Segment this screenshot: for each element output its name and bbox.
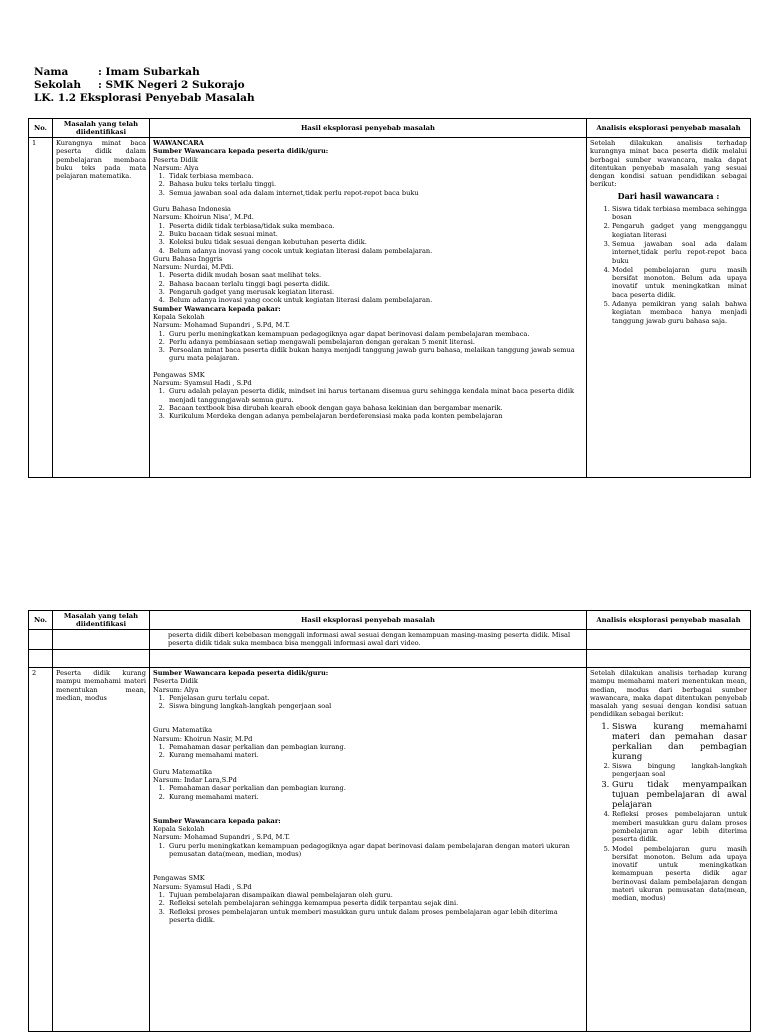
- respondent-title: Kepala Sekolah: [153, 825, 205, 834]
- col-header-no: No.: [29, 119, 53, 138]
- respondent-name: Narsum: Mohamad Supandri , S.Pd, M.T.: [153, 321, 290, 330]
- list-item: 2. Siswa bingung langkah-langkah pengerjaan soal: [167, 702, 583, 710]
- list-item: 2. Bacaan textbook bisa dirubah kearah ebook dengan gaya bahasa kekinian dan bergambar menarik.: [167, 404, 583, 412]
- table-row: [29, 668, 751, 1032]
- respondent-title: Peserta Didik: [153, 677, 198, 686]
- problem-cell: Peserta didik kurang mampu memahami materi menentukan mean, median, modus: [53, 668, 150, 1032]
- respondent-name: Narsum: Khoirun Nasir, M.Pd: [153, 734, 253, 743]
- list-item: 5. Adanya pemikiran yang salah bahwa kegiatan membaca hanya menjadi tanggung jawab guru bahasa saja.: [612, 300, 747, 325]
- list-item: 1. Peserta didik mudah bosan saat melihat teks.: [167, 271, 583, 279]
- list-item: 1. Guru perlu meningkatkan kemampuan pedagogiknya agar dapat berinovasi dalam pembelajaran dengan materi ukuran pemusatan data(mean, median, modus): [167, 842, 583, 859]
- col-header-hasil: Hasil eksplorasi penyebab masalah: [150, 611, 587, 630]
- source-heading: Sumber Wawancara kepada pakar:: [153, 816, 281, 825]
- list-item: 1. Guru perlu meningkatkan kemampuan pedagogiknya agar dapat berinovasi dalam pembelajaran membaca.: [167, 330, 583, 338]
- finding-list: [153, 694, 583, 711]
- continuation-cell: [150, 630, 587, 650]
- finding-list: [153, 387, 583, 420]
- col-header-no: No.: [29, 611, 53, 630]
- list-item: 2. Perlu adanya pembiasaan setiap mengawali pembelajaran dengan gerakan 5 menit literasi.: [167, 338, 583, 346]
- school-label: Sekolah: [34, 79, 81, 91]
- analysis-cell: [587, 668, 751, 1032]
- finding-list: [153, 271, 583, 304]
- exploration-table: [28, 118, 751, 478]
- finding-list: [153, 743, 583, 760]
- respondent-name: Narsum: Mohamad Supandri , S.Pd, M.T.: [153, 833, 290, 842]
- respondent-name: Narsum: Syamsul Hadi , S.Pd: [153, 882, 252, 891]
- respondent-name: Narsum: Alya: [153, 163, 199, 172]
- analysis-cell: [587, 138, 751, 478]
- respondent-title: Guru Bahasa Indonesia: [153, 205, 231, 214]
- row-number: 2: [29, 668, 53, 1032]
- respondent-title: Peserta Didik: [153, 155, 198, 164]
- analysis-subheading: Dari hasil wawancara :: [617, 190, 720, 201]
- respondent-name: Narsum: Khoirun Nisa', M.Pd.: [153, 213, 254, 222]
- list-item: 3. Persoalan minat baca peserta didik bukan hanya menjadi tanggung jawab guru bahasa, melaikan tanggung jawab semua guru mata pelajaran.: [167, 346, 583, 363]
- respondent-title: Guru Matematika: [153, 726, 213, 735]
- table-row: [29, 138, 751, 478]
- list-item: 2. Bahasa buku teks terlalu tinggi.: [167, 180, 583, 188]
- analysis-intro: Setelah dilakukan analisis terhadap kurangnya minat baca peserta didik melalui berbagai sumber wawancara, maka dapat ditentukan penyebab masalah yang sesuai dengan kondisi satuan pendidikan sebagai berikut:: [590, 139, 747, 189]
- respondent-name: Narsum: Syamsul Hadi , S.Pd: [153, 379, 252, 388]
- list-item: 2. Kurang memahami materi.: [167, 793, 583, 801]
- respondent-name: Narsum: Alya: [153, 685, 199, 694]
- exploration-table: [28, 610, 751, 1032]
- respondent-title: Guru Bahasa Inggris: [153, 254, 223, 263]
- source-heading: Sumber Wawancara kepada peserta didik/guru:: [153, 669, 329, 677]
- section-heading: WAWANCARA: [153, 139, 204, 147]
- list-item: 1. Guru adalah pelayan peserta didik, mindset ini harus tertanam disemua guru sehingga kendala minat baca peserta didik menjadi tanggungjawab semua guru.: [167, 387, 583, 404]
- list-item: 3. Kurikulum Merdeka dengan adanya pembelajaran berdeferensiasi maka pada konten pembelajaran: [167, 412, 583, 420]
- row-number: 1: [29, 138, 53, 478]
- list-item: 1. Penjelasan guru terlalu cepat.: [167, 694, 583, 702]
- name-value: : Imam Subarkah: [98, 66, 200, 78]
- continuation-text: peserta didik diberi kebebasan menggali informasi awal sesuai dengan kemampuan masing-masing peserta didik. Misal peserta didik tidak suka membaca bisa menggali informasi awal dari video.: [168, 631, 571, 648]
- finding-list: [153, 842, 583, 859]
- list-item: 4. Refleksi proses pembelajaran untuk memberi masukkan guru dalam proses pembelajaran agar lebih diterima peserta didik.: [612, 810, 747, 843]
- respondent-title: Pengawas SMK: [153, 874, 205, 883]
- respondent-title: Kepala Sekolah: [153, 312, 205, 321]
- problem-cell: Kurangnya minat baca peserta didik dalam pembelajaran membaca buku teks pada mata pelajaran matematika.: [53, 138, 150, 478]
- source-heading: Sumber Wawancara kepada peserta didik/guru:: [153, 147, 329, 156]
- table-row: [29, 650, 751, 668]
- list-item: 4. Belum adanya inovasi yang cocok untuk kegiatan literasi dalam pembelajaran.: [167, 247, 583, 255]
- list-item: 2. Buku bacaan tidak sesuai minat.: [167, 230, 583, 238]
- analysis-list: [590, 205, 747, 325]
- list-item: 1. Siswa kurang memahami materi dan pemahan dasar perkalian dan pembagian kurang: [612, 721, 747, 761]
- list-item: 1. Tidak terbiasa membaca.: [167, 172, 583, 180]
- list-item: 1. Tujuan pembelajaran disampaikan diawal pembelajaran oleh guru.: [167, 891, 583, 899]
- list-item: 3. Semua jawaban soal ada dalam internet,tidak perlu repot-repot baca buku: [167, 189, 583, 197]
- table-header-row: [29, 611, 751, 630]
- list-item: 3. Semua jawaban soal ada dalam internet,tidak perlu repot-repot baca buku: [612, 240, 747, 265]
- table-header-row: [29, 119, 751, 138]
- col-header-masalah: Masalah yang telah diidentifikasi: [53, 611, 150, 630]
- finding-list: [153, 330, 583, 363]
- respondent-title: Guru Matematika: [153, 767, 213, 776]
- document-page-1: [0, 0, 768, 500]
- list-item: 2. Kurang memahami materi.: [167, 751, 583, 759]
- list-item: 1. Pemahaman dasar perkalian dan pembagian kurang.: [167, 784, 583, 792]
- list-item: 2. Bahasa bacaan terlalu tinggi bagi peserta didik.: [167, 280, 583, 288]
- document-header: [34, 66, 255, 105]
- col-header-analisis: Analisis eksplorasi penyebab masalah: [587, 611, 751, 630]
- analysis-list: [590, 721, 747, 903]
- list-item: 4. Belum adanya inovasi yang cocok untuk kegiatan literasi dalam pembelajaran.: [167, 296, 583, 304]
- list-item: 2. Pengaruh gadget yang mengganggu kegiatan literasi: [612, 222, 747, 239]
- finding-list: [153, 784, 583, 801]
- table-row: [29, 630, 751, 650]
- document-page-2: [0, 560, 768, 1024]
- finding-list: [153, 172, 583, 197]
- analysis-intro: Setelah dilakukan analisis terhadap kurang mampu memahami materi menentukan mean, median, modus dari berbagai sumber wawancara, maka dapat ditentukan penyebab masalah yang sesuai dengan kondisi satuan pendidikan sebagai berikut:: [590, 669, 747, 719]
- respondent-name: Narsum: Indar Lara,S.Pd: [153, 775, 237, 784]
- finding-list: [153, 891, 583, 924]
- list-item: 4. Model pembelajaran guru masih bersifat monoton. Belum ada upaya inovatif untuk meningkatkan minat baca peserta didik.: [612, 266, 747, 299]
- list-item: 1. Peserta didik tidak terbiasa/tidak suka membaca.: [167, 222, 583, 230]
- list-item: 5. Model pembelajaran guru masih bersifat monoton. Belum ada upaya inovatif untuk meningkatkan kemampuan peserta didik agar berinovasi dalam pembelajaran dengan materi ukuran pemusatan data(mean, median, modus): [612, 845, 747, 903]
- list-item: 2. Refleksi setelah pembelajaran sehingga kemampua peserta didik terpantau sejak dini.: [167, 899, 583, 907]
- list-item: 3. Refleksi proses pembelajaran untuk memberi masukkan guru untuk dalam proses pembelajaran agar lebih diterima peserta didik.: [167, 908, 583, 925]
- finding-list: [153, 222, 583, 255]
- col-header-analisis: Analisis eksplorasi penyebab masalah: [587, 119, 751, 138]
- results-cell: [150, 138, 587, 478]
- col-header-masalah: Masalah yang telah diidentifikasi: [53, 119, 150, 138]
- list-item: 1. Pemahaman dasar perkalian dan pembagian kurang.: [167, 743, 583, 751]
- col-header-hasil: Hasil eksplorasi penyebab masalah: [150, 119, 587, 138]
- list-item: 3. Guru tidak menyampaikan tujuan pembelajaran di awal pelajaran: [612, 779, 747, 809]
- source-heading: Sumber Wawancara kepada pakar:: [153, 304, 281, 313]
- list-item: 1. Siswa tidak terbiasa membaca sehingga bosan: [612, 205, 747, 222]
- respondent-title: Pengawas SMK: [153, 370, 205, 379]
- school-value: : SMK Negeri 2 Sukorajo: [98, 79, 245, 91]
- list-item: 3. Pengaruh gadget yang merusak kegiatan literasi.: [167, 288, 583, 296]
- document-title: LK. 1.2 Eksplorasi Penyebab Masalah: [34, 92, 255, 104]
- respondent-name: Narsum: Nurdai, M.Pdi.: [153, 263, 234, 272]
- list-item: 3. Koleksi buku tidak sesuai dengan kebutuhan peserta didik.: [167, 238, 583, 246]
- name-label: Nama: [34, 66, 69, 78]
- list-item: 2. Siswa bingung langkah-langkah pengerjaan soal: [612, 762, 747, 779]
- results-cell: [150, 668, 587, 1032]
